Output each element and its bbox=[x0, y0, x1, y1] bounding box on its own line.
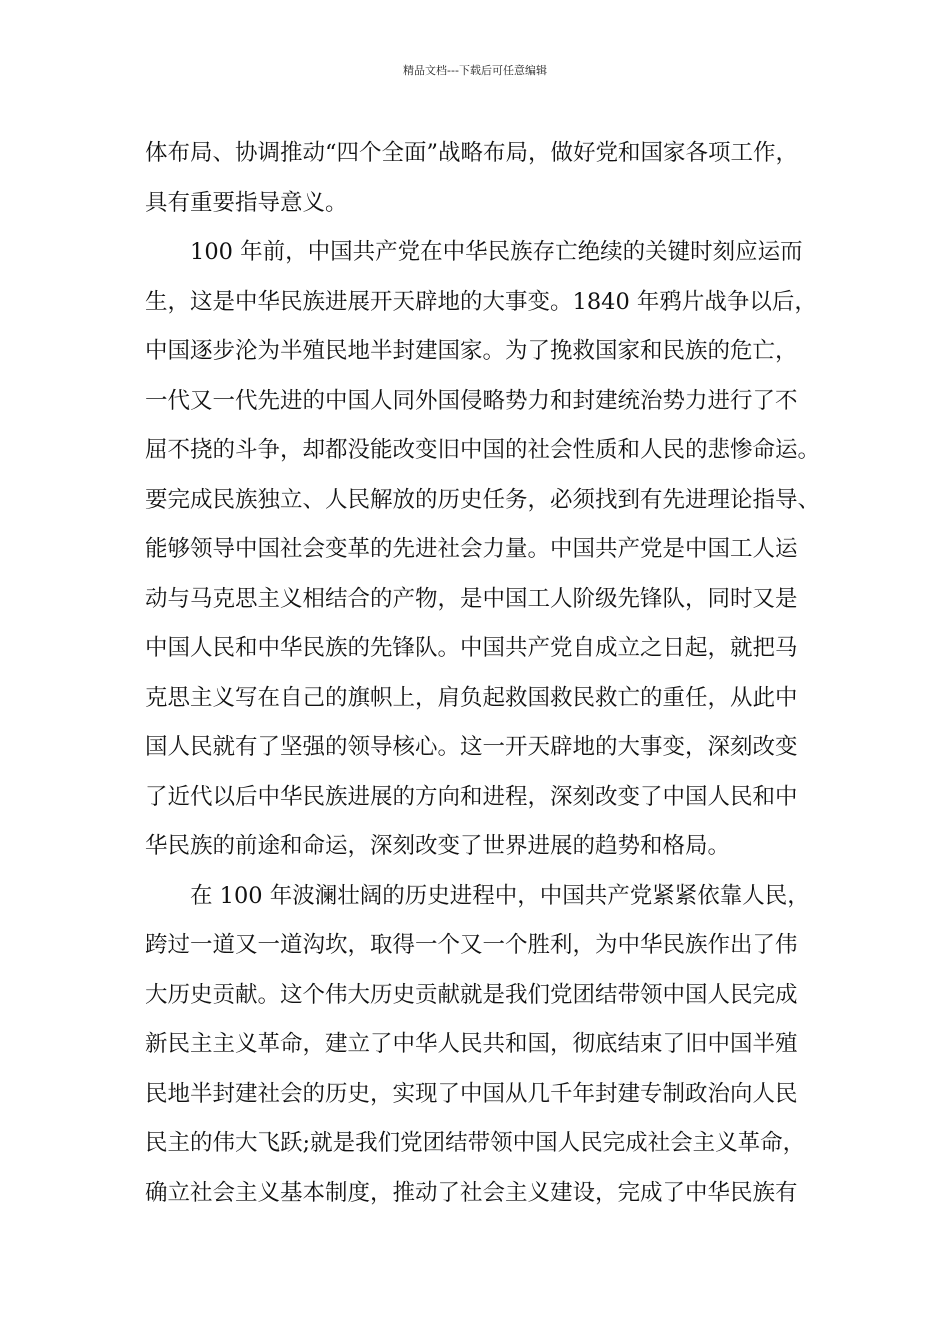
paragraph-3 bbox=[145, 872, 825, 1219]
text-line: 中国逐步沦为半殖民地半封建国家。为了挽救国家和民族的危亡， bbox=[145, 338, 798, 364]
text-line: 动与马克思主义相结合的产物，是中国工人阶级先锋队，同时又是 bbox=[145, 585, 798, 612]
page-header: 精品文档---下载后可任意编辑 bbox=[403, 64, 547, 77]
text-line: 生，这是中华民族进展开天辟地的大事变。1840 年鸦片战争以后， bbox=[145, 288, 817, 315]
document-body bbox=[145, 129, 825, 1218]
text-line: 华民族的前途和命运，深刻改变了世界进展的趋势和格局。 bbox=[145, 833, 731, 859]
text-line: 能够领导中国社会变革的先进社会力量。中国共产党是中国工人运 bbox=[145, 536, 798, 562]
text-line: 屈不挠的斗争，却都没能改变旧中国的社会性质和人民的悲惨命运。 bbox=[145, 437, 821, 463]
text-line: 民主的伟大飞跃;就是我们党团结带领中国人民完成社会主义革命， bbox=[145, 1130, 806, 1156]
text-line: 跨过一道又一道沟坎，取得一个又一个胜利，为中华民族作出了伟 bbox=[145, 932, 798, 958]
paragraph-1 bbox=[145, 129, 825, 228]
text-line: 体布局、协调推动“四个全面”战略布局，做好党和国家各项工作， bbox=[145, 140, 799, 166]
text-line: 在 100 年波澜壮阔的历史进程中，中国共产党紧紧依靠人民， bbox=[190, 882, 810, 909]
text-line: 新民主主义革命，建立了中华人民共和国，彻底结束了旧中国半殖 bbox=[145, 1031, 798, 1057]
text-line: 克思主义写在自己的旗帜上，肩负起救国救民救亡的重任，从此中 bbox=[145, 684, 798, 711]
text-line: 国人民就有了坚强的领导核心。这一开天辟地的大事变，深刻改变 bbox=[145, 734, 798, 760]
text-line: 具有重要指导意义。 bbox=[145, 189, 348, 216]
text-line: 确立社会主义基本制度，推动了社会主义建设，完成了中华民族有 bbox=[145, 1179, 798, 1206]
text-line: 民地半封建社会的历史，实现了中国从几千年封建专制政治向人民 bbox=[145, 1080, 798, 1107]
text-line: 了近代以后中华民族进展的方向和进程，深刻改变了中国人民和中 bbox=[145, 783, 798, 810]
text-line: 要完成民族独立、人民解放的历史任务，必须找到有先进理论指导、 bbox=[145, 486, 821, 513]
text-line: 中国人民和中华民族的先锋队。中国共产党自成立之日起，就把马 bbox=[145, 635, 798, 661]
text-line: 大历史贡献。这个伟大历史贡献就是我们党团结带领中国人民完成 bbox=[145, 981, 798, 1008]
text-line: 一代又一代先进的中国人同外国侵略势力和封建统治势力进行了不 bbox=[145, 387, 798, 414]
text-line: 100 年前，中国共产党在中华民族存亡绝续的关键时刻应运而 bbox=[190, 239, 803, 265]
paragraph-2 bbox=[145, 228, 825, 872]
